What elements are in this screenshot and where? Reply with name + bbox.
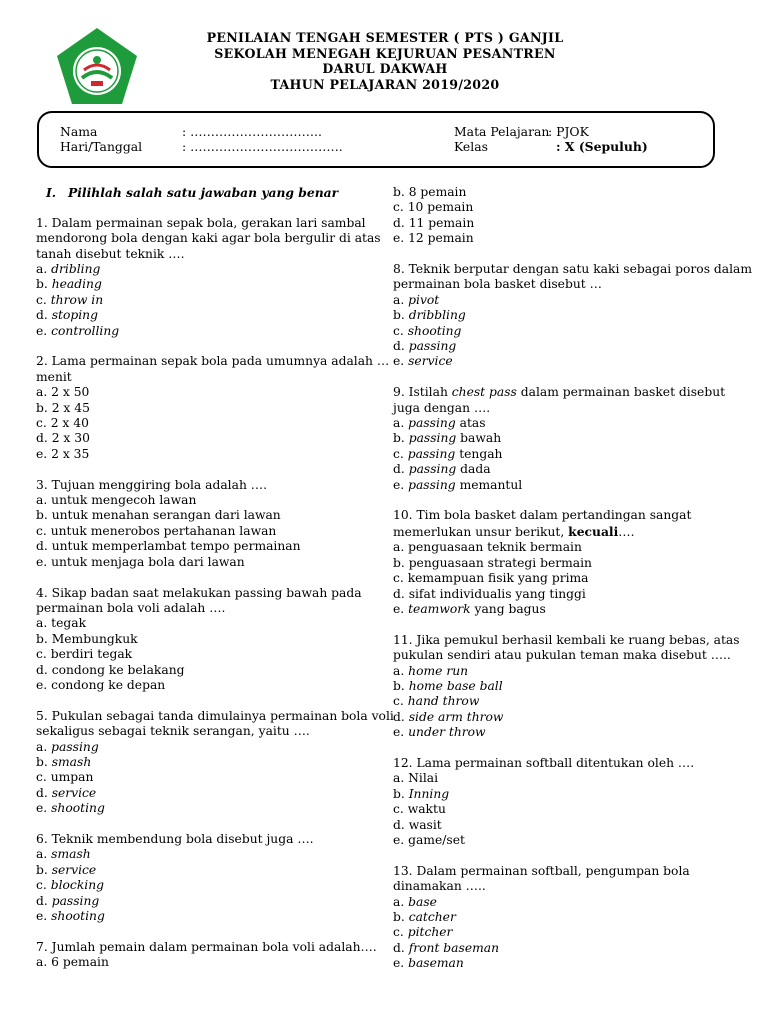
question-text: 1. Dalam permainan sepak bola, gerakan lari sambal mendorong bola dengan kaki agar bola bergulir di atas tanah disebut teknik ….	[36, 215, 381, 261]
question-6	[36, 832, 396, 924]
option-e[interactable]: e. untuk menjaga bola dari lawan	[36, 554, 245, 569]
header-line-1: PENILAIAN TENGAH SEMESTER ( PTS ) GANJIL	[206, 30, 564, 45]
option-b[interactable]: b. smash	[36, 754, 92, 769]
option-d[interactable]: d. wasit	[393, 817, 442, 832]
mapel-label: Mata Pelajaran	[454, 124, 550, 139]
option-d[interactable]: d. passing dada	[393, 462, 491, 477]
section-text: Pilihlah salah satu jawaban yang benar	[68, 185, 339, 200]
nama-field[interactable]: : …………………………..	[182, 124, 322, 139]
option-a[interactable]: a. base	[393, 894, 437, 909]
option-d[interactable]: d. condong ke belakang	[36, 662, 185, 677]
mapel-value: : PJOK	[548, 124, 589, 139]
question-text: 7. Jumlah pemain dalam permainan bola voli adalah….	[36, 939, 377, 954]
header-line-4: TAHUN PELAJARAN 2019/2020	[270, 76, 500, 92]
option-c[interactable]: c. waktu	[393, 802, 446, 817]
question-text: 6. Teknik membendung bola disebut juga ….	[36, 831, 314, 846]
option-a[interactable]: a. 2 x 50	[36, 385, 90, 400]
option-a[interactable]: a. passing	[36, 739, 99, 754]
option-a[interactable]: a. tegak	[36, 616, 87, 631]
option-c[interactable]: c. 2 x 40	[36, 416, 89, 431]
option-c[interactable]: c. untuk menerobos pertahanan lawan	[36, 523, 277, 538]
tanggal-field[interactable]: : ……………………………….	[182, 139, 343, 154]
option-e[interactable]: e. under throw	[393, 725, 486, 740]
option-a[interactable]: a. home run	[393, 663, 469, 678]
option-e[interactable]: e. condong ke depan	[36, 677, 166, 692]
section-title	[36, 185, 396, 200]
option-b[interactable]: b. passing bawah	[393, 431, 502, 446]
question-text: 12. Lama permainan softball ditentukan oleh ….	[393, 755, 695, 770]
question-13	[393, 864, 753, 972]
option-d[interactable]: d. untuk memperlambat tempo permainan	[36, 539, 301, 554]
option-e[interactable]: e. shooting	[36, 909, 105, 923]
option-c[interactable]: c. hand throw	[393, 694, 480, 709]
question-text: 10. Tim bola basket dalam pertandingan sangat memerlukan unsur berikut, kecuali….	[393, 508, 692, 539]
question-11	[393, 633, 753, 741]
option-d[interactable]: d. 2 x 30	[36, 431, 90, 446]
option-d[interactable]: d. stoping	[36, 308, 98, 323]
option-e[interactable]: e. teamwork yang bagus	[393, 601, 546, 616]
question-text: 2. Lama permainan sepak bola pada umumnya adalah … menit	[36, 354, 390, 384]
option-d[interactable]: d. passing	[36, 893, 100, 908]
option-a[interactable]: a. dribling	[36, 262, 101, 277]
option-c[interactable]: c. passing tengah	[393, 446, 503, 461]
option-b[interactable]: b. heading	[36, 277, 102, 292]
option-a[interactable]: a. untuk mengecoh lawan	[36, 493, 197, 508]
kelas-value: : X (Sepuluh)	[556, 139, 648, 154]
question-4	[36, 586, 396, 694]
option-c[interactable]: c. pitcher	[393, 925, 453, 940]
document-header	[150, 30, 620, 92]
option-a[interactable]: a. passing atas	[393, 416, 486, 431]
option-e[interactable]: e. controlling	[36, 323, 120, 338]
option-e[interactable]: e. game/set	[393, 832, 465, 847]
question-2	[36, 354, 396, 462]
option-b[interactable]: b. 2 x 45	[36, 400, 90, 415]
option-b[interactable]: b. dribbling	[393, 308, 466, 323]
question-12	[393, 756, 753, 848]
header-line-3: DARUL DAKWAH	[322, 61, 448, 76]
header-line-2: SEKOLAH MENEGAH KEJURUAN PESANTREN	[214, 45, 556, 61]
tanggal-label: Hari/Tanggal	[60, 139, 143, 154]
option-e[interactable]: e. 2 x 35	[36, 446, 90, 461]
option-d[interactable]: d. side arm throw	[393, 709, 504, 724]
question-text: 11. Jika pemukul berhasil kembali ke ruang bebas, atas pukulan sendiri atau pukulan teman maka disebut …..	[393, 632, 740, 663]
question-8	[393, 262, 753, 370]
option-d[interactable]: d. passing	[393, 339, 457, 354]
option-c[interactable]: c. throw in	[36, 292, 104, 307]
option-b[interactable]: b. catcher	[393, 910, 456, 924]
option-b[interactable]: b. Membungkuk	[36, 631, 138, 646]
option-b[interactable]: b. 8 pemain	[393, 185, 467, 199]
option-a[interactable]: a. smash	[36, 847, 91, 862]
option-e[interactable]: e. shooting	[36, 801, 105, 816]
school-logo	[55, 26, 139, 106]
section-number: I.	[46, 185, 57, 200]
option-e[interactable]: e. service	[393, 354, 453, 369]
nama-label: Nama	[60, 124, 98, 139]
option-d[interactable]: d. 11 pemain	[393, 215, 475, 230]
kelas-label: Kelas	[454, 139, 488, 154]
left-column	[36, 185, 396, 971]
option-a[interactable]: a. Nilai	[393, 771, 439, 786]
question-text: 9. Istilah chest pass dalam permainan basket disebut juga dengan ….	[393, 385, 726, 415]
question-text: 5. Pukulan sebagai tanda dimulainya permainan bola voli sekaligus sebagai teknik serangan, yaitu ….	[36, 708, 394, 739]
question-text: 8. Teknik berputar dengan satu kaki sebagai poros dalam permainan bola basket disebut …	[393, 262, 753, 292]
question-9	[393, 385, 753, 493]
question-7	[36, 940, 396, 971]
question-10	[393, 508, 753, 617]
option-a[interactable]: a. 6 pemain	[36, 955, 109, 970]
option-c[interactable]: c. kemampuan fisik yang prima	[393, 571, 589, 586]
option-e[interactable]: e. 12 pemain	[393, 231, 474, 246]
option-d[interactable]: d. service	[36, 785, 97, 800]
option-c[interactable]: c. blocking	[36, 878, 104, 893]
right-column	[393, 185, 753, 972]
option-d[interactable]: d. sifat individualis yang tinggi	[393, 586, 586, 601]
option-e[interactable]: e. passing memantul	[393, 477, 523, 492]
option-c[interactable]: c. berdiri tegak	[36, 647, 133, 662]
question-text: 4. Sikap badan saat melakukan passing bawah pada permainan bola voli adalah ….	[36, 585, 362, 615]
option-b[interactable]: b. untuk menahan serangan dari lawan	[36, 508, 281, 523]
option-a[interactable]: a. pivot	[393, 292, 440, 307]
question-1	[36, 216, 396, 339]
question-3	[36, 478, 396, 570]
option-b[interactable]: b. service	[36, 862, 97, 877]
option-b[interactable]: b. penguasaan strategi bermain	[393, 555, 592, 570]
option-b[interactable]: b. Inning	[393, 786, 450, 801]
option-c[interactable]: c. shooting	[393, 323, 462, 338]
question-7-continued	[393, 185, 753, 247]
question-text: 13. Dalam permainan softball, pengumpan bola dinamakan …..	[393, 863, 690, 894]
option-e[interactable]: e. baseman	[393, 956, 464, 971]
option-c[interactable]: c. umpan	[36, 770, 94, 785]
option-b[interactable]: b. home base ball	[393, 678, 503, 693]
question-text: 3. Tujuan menggiring bola adalah ….	[36, 477, 267, 492]
option-c[interactable]: c. 10 pemain	[393, 200, 474, 215]
option-d[interactable]: d. front baseman	[393, 940, 500, 955]
option-a[interactable]: a. penguasaan teknik bermain	[393, 540, 582, 555]
question-5	[36, 709, 396, 817]
